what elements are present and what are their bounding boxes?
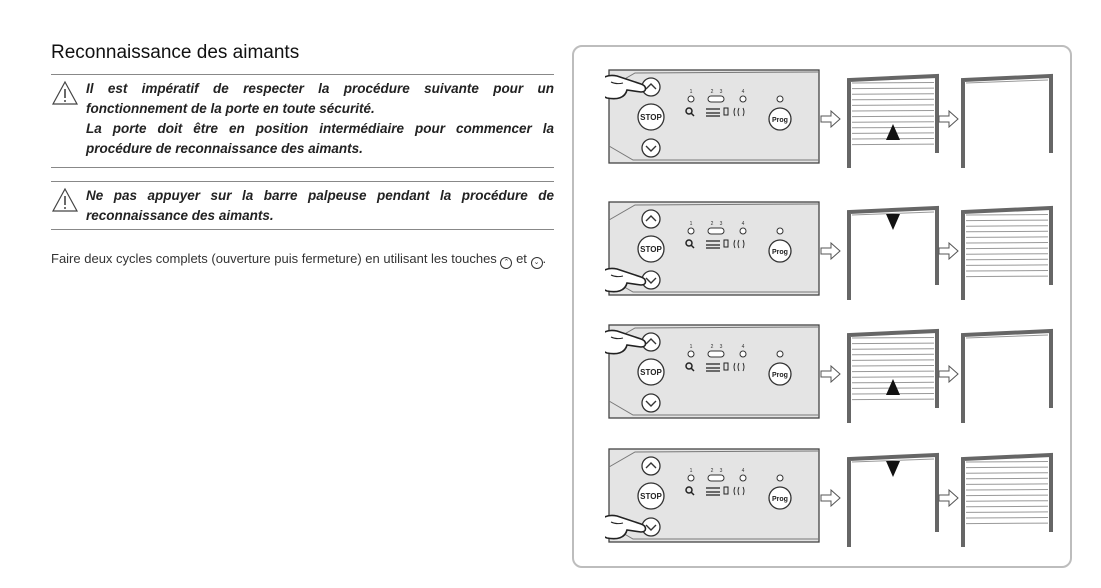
prog-label: Prog <box>772 496 788 503</box>
warning-text: Ne pas appuyer sur la barre palpeuse pendant la procédure de reconnaissance des aimants. <box>86 188 554 223</box>
led-1 <box>688 228 694 234</box>
down-button <box>642 139 660 157</box>
arrow-right-icon <box>821 490 840 506</box>
door-open <box>963 76 1051 168</box>
door-slat <box>852 354 934 355</box>
led-prog <box>777 475 783 481</box>
led-4 <box>740 228 746 234</box>
door-closed <box>849 76 937 168</box>
door-slat <box>966 495 1048 496</box>
led-number: 4 <box>741 344 745 350</box>
door-slat <box>852 83 934 84</box>
door-frame <box>963 76 1051 168</box>
up-button <box>642 210 660 228</box>
stop-label: STOP <box>640 113 662 122</box>
door-slat <box>966 226 1048 227</box>
instruction-connector: et <box>516 251 527 266</box>
led-1 <box>688 475 694 481</box>
led-2-3 <box>708 228 724 234</box>
arrow-right-icon <box>939 111 958 127</box>
warning-triangle-icon <box>51 187 79 213</box>
door-slat <box>966 259 1048 260</box>
door-closed <box>849 331 937 423</box>
door-closed <box>963 208 1051 300</box>
door-slat <box>966 220 1048 221</box>
led-2-3 <box>708 351 724 357</box>
led-prog <box>777 351 783 357</box>
warning-text: La porte doit être en position intermédiaire pour commencer la procédure de reconnaissance des aimants. <box>86 121 554 156</box>
led-1 <box>688 96 694 102</box>
step-svg <box>605 68 1055 178</box>
door-slat <box>966 276 1048 277</box>
door-slat <box>852 122 934 123</box>
prog-label: Prog <box>772 117 788 124</box>
prog-label: Prog <box>772 249 788 256</box>
door-slat <box>852 360 934 361</box>
door-slat <box>966 518 1048 519</box>
door-slat <box>966 237 1048 238</box>
led-number: 1 <box>689 89 693 95</box>
door-slat <box>852 144 934 145</box>
led-1 <box>688 351 694 357</box>
stop-label: STOP <box>640 492 662 501</box>
door-slat <box>966 523 1048 524</box>
door-slat <box>852 99 934 100</box>
step-illustration <box>605 323 1055 433</box>
down-button <box>642 394 660 412</box>
arrow-down-icon <box>886 461 900 477</box>
stop-label: STOP <box>640 368 662 377</box>
led-number: 1 <box>689 221 693 227</box>
door-open <box>849 208 937 300</box>
led-number: 2 <box>710 344 714 350</box>
led-number: 2 <box>710 468 714 474</box>
door-slat <box>966 243 1048 244</box>
instruction-paragraph: Faire deux cycles complets (ouverture puis fermeture) en utilisant les touches ⌃ et ⌄ . <box>51 249 554 269</box>
led-number: 4 <box>741 89 745 95</box>
up-button-icon: ⌃ <box>500 257 512 269</box>
door-slat <box>852 111 934 112</box>
led-number: 1 <box>689 468 693 474</box>
up-button <box>642 457 660 475</box>
led-number: 2 <box>710 221 714 227</box>
arrow-up-icon <box>886 379 900 395</box>
door-slat <box>966 473 1048 474</box>
led-2-3 <box>708 475 724 481</box>
door-slat <box>966 501 1048 502</box>
led-2-3 <box>708 96 724 102</box>
door-slat <box>966 265 1048 266</box>
led-number: 4 <box>741 221 745 227</box>
step-svg <box>605 323 1055 433</box>
door-open <box>849 455 937 547</box>
step-svg <box>605 447 1055 557</box>
step-illustration <box>605 68 1055 178</box>
door-slat <box>966 231 1048 232</box>
led-number: 4 <box>741 468 745 474</box>
door-slat <box>966 248 1048 249</box>
led-4 <box>740 351 746 357</box>
led-4 <box>740 475 746 481</box>
door-slat <box>966 254 1048 255</box>
door-open <box>963 331 1051 423</box>
door-slat <box>966 506 1048 507</box>
door-slat <box>852 399 934 400</box>
led-number: 1 <box>689 344 693 350</box>
door-slat <box>966 215 1048 216</box>
door-slat <box>966 271 1048 272</box>
stop-label: STOP <box>640 245 662 254</box>
step-svg <box>605 200 1055 310</box>
door-slat <box>852 105 934 106</box>
door-slat <box>852 94 934 95</box>
led-4 <box>740 96 746 102</box>
led-prog <box>777 96 783 102</box>
door-slat <box>966 490 1048 491</box>
door-slat <box>852 343 934 344</box>
door-slat <box>852 377 934 378</box>
warning-text: Il est impératif de respecter la procédure suivante pour un fonctionnement de la porte en toute sécurité. <box>86 81 554 116</box>
warning-box-sensor <box>51 181 554 230</box>
door-frame <box>963 331 1051 423</box>
led-number: 3 <box>719 221 723 227</box>
arrow-right-icon <box>821 243 840 259</box>
step-illustration <box>605 200 1055 310</box>
warning-triangle-icon <box>51 80 79 106</box>
door-slat <box>966 484 1048 485</box>
arrow-right-icon <box>939 243 958 259</box>
arrow-right-icon <box>939 366 958 382</box>
led-number: 3 <box>719 468 723 474</box>
arrow-up-icon <box>886 124 900 140</box>
door-slat <box>966 467 1048 468</box>
door-slat <box>966 478 1048 479</box>
door-closed <box>963 455 1051 547</box>
arrow-right-icon <box>821 111 840 127</box>
door-slat <box>852 116 934 117</box>
door-slat <box>966 462 1048 463</box>
arrow-right-icon <box>939 490 958 506</box>
step-illustration <box>605 447 1055 557</box>
led-number: 2 <box>710 89 714 95</box>
led-number: 3 <box>719 344 723 350</box>
arrow-right-icon <box>821 366 840 382</box>
instruction-text: Faire deux cycles complets (ouverture puis fermeture) en utilisant les touches <box>51 251 497 266</box>
door-slat <box>852 88 934 89</box>
door-slat <box>852 366 934 367</box>
down-button-icon: ⌄ <box>531 257 543 269</box>
door-slat <box>966 512 1048 513</box>
door-slat <box>852 371 934 372</box>
warning-box-safety <box>51 74 554 168</box>
led-number: 3 <box>719 89 723 95</box>
led-prog <box>777 228 783 234</box>
page-title: Reconnaissance des aimants <box>51 42 300 63</box>
door-slat <box>852 338 934 339</box>
prog-label: Prog <box>772 372 788 379</box>
door-slat <box>852 349 934 350</box>
arrow-down-icon <box>886 214 900 230</box>
